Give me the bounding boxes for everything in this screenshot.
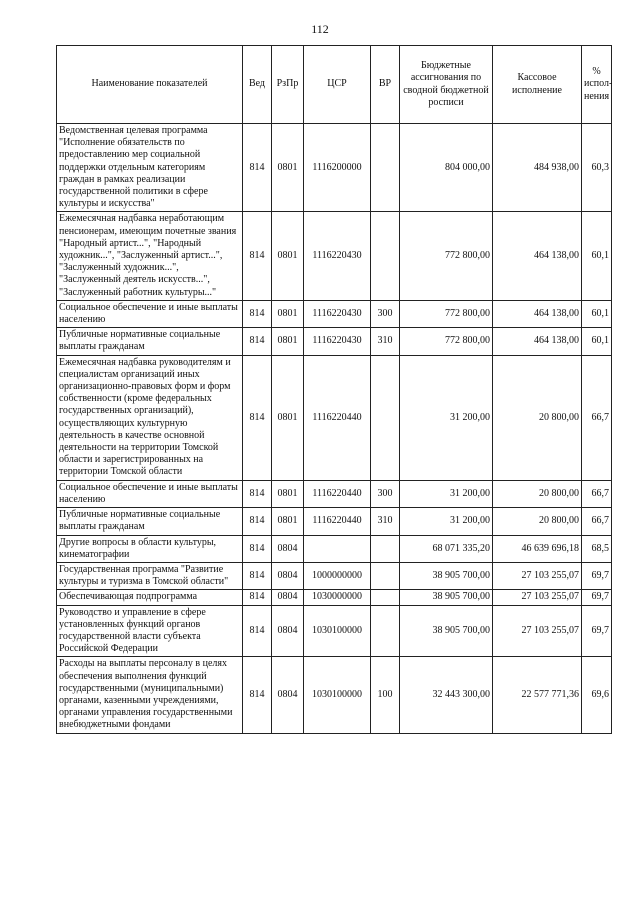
- budget-table: [56, 45, 612, 734]
- cell-ved: 814: [243, 212, 272, 300]
- cell-ved: 814: [243, 300, 272, 327]
- page-number: 112: [311, 22, 329, 36]
- cell-cash: 27 103 255,07: [493, 605, 582, 657]
- cell-csr: [304, 535, 371, 562]
- cell-budget: 31 200,00: [400, 480, 493, 507]
- cell-vr: [371, 590, 400, 605]
- cell-cash: 27 103 255,07: [493, 590, 582, 605]
- table-row: [57, 562, 612, 589]
- table-row: [57, 605, 612, 657]
- table-header-row: [57, 46, 612, 124]
- table-row: [57, 124, 612, 212]
- table-row: [57, 508, 612, 535]
- cell-cash: 464 138,00: [493, 328, 582, 355]
- header-percent: % испол-нения: [582, 46, 612, 124]
- cell-name: Ежемесячная надбавка неработающим пенсионерам, имеющим почетные звания "Народный артист...", "Народный художник...", "Заслуженный артист...", "Заслуженный художник...", "Заслуженный деятель искусств...", "Заслуженный работник культуры...": [57, 212, 243, 300]
- cell-name: Публичные нормативные социальные выплаты гражданам: [57, 508, 243, 535]
- table-body: [57, 124, 612, 734]
- table-row: [57, 212, 612, 300]
- cell-percent: 66,7: [582, 480, 612, 507]
- cell-vr: 310: [371, 508, 400, 535]
- cell-ved: 814: [243, 328, 272, 355]
- cell-percent: 66,7: [582, 508, 612, 535]
- header-name: Наименование показателей: [57, 46, 243, 124]
- cell-ved: 814: [243, 590, 272, 605]
- cell-rzpr: 0801: [272, 480, 304, 507]
- cell-percent: 60,1: [582, 300, 612, 327]
- table-row: [57, 657, 612, 733]
- cell-csr: 1000000000: [304, 562, 371, 589]
- cell-budget: 31 200,00: [400, 508, 493, 535]
- cell-ved: 814: [243, 124, 272, 212]
- cell-ved: 814: [243, 355, 272, 480]
- cell-vr: [371, 124, 400, 212]
- cell-rzpr: 0804: [272, 657, 304, 733]
- cell-vr: [371, 562, 400, 589]
- table-row: [57, 480, 612, 507]
- cell-ved: 814: [243, 480, 272, 507]
- cell-vr: [371, 355, 400, 480]
- cell-csr: 1030000000: [304, 590, 371, 605]
- cell-percent: 60,3: [582, 124, 612, 212]
- cell-name: Расходы на выплаты персоналу в целях обеспечения выполнения функций государственными (муниципальными) органами, казенными учреждениями, органами управления государственными внебюджетными фондами: [57, 657, 243, 733]
- cell-vr: [371, 212, 400, 300]
- header-vr: ВР: [371, 46, 400, 124]
- cell-budget: 804 000,00: [400, 124, 493, 212]
- cell-rzpr: 0801: [272, 212, 304, 300]
- cell-name: Руководство и управление в сфере установленных функций органов государственной власти субъекта Российской Федерации: [57, 605, 243, 657]
- header-rzpr: РзПр: [272, 46, 304, 124]
- cell-percent: 69,7: [582, 562, 612, 589]
- cell-cash: 22 577 771,36: [493, 657, 582, 733]
- table-row: [57, 328, 612, 355]
- cell-budget: 772 800,00: [400, 328, 493, 355]
- cell-budget: 772 800,00: [400, 300, 493, 327]
- cell-csr: 1116220430: [304, 212, 371, 300]
- cell-vr: 310: [371, 328, 400, 355]
- cell-name: Государственная программа "Развитие культуры и туризма в Томской области": [57, 562, 243, 589]
- cell-cash: 464 138,00: [493, 212, 582, 300]
- cell-csr: 1116220430: [304, 300, 371, 327]
- cell-budget: 68 071 335,20: [400, 535, 493, 562]
- table-row: [57, 590, 612, 605]
- cell-percent: 69,6: [582, 657, 612, 733]
- cell-name: Обеспечивающая подпрограмма: [57, 590, 243, 605]
- cell-cash: 20 800,00: [493, 355, 582, 480]
- cell-budget: 38 905 700,00: [400, 605, 493, 657]
- cell-budget: 38 905 700,00: [400, 562, 493, 589]
- cell-rzpr: 0804: [272, 605, 304, 657]
- cell-csr: 1116220440: [304, 480, 371, 507]
- cell-rzpr: 0804: [272, 562, 304, 589]
- cell-csr: 1116220430: [304, 328, 371, 355]
- cell-budget: 32 443 300,00: [400, 657, 493, 733]
- cell-ved: 814: [243, 657, 272, 733]
- cell-ved: 814: [243, 535, 272, 562]
- header-ved: Вед: [243, 46, 272, 124]
- cell-rzpr: 0801: [272, 124, 304, 212]
- cell-cash: 46 639 696,18: [493, 535, 582, 562]
- cell-cash: 27 103 255,07: [493, 562, 582, 589]
- table-row: [57, 300, 612, 327]
- cell-rzpr: 0804: [272, 590, 304, 605]
- cell-name: Публичные нормативные социальные выплаты гражданам: [57, 328, 243, 355]
- cell-vr: [371, 605, 400, 657]
- cell-name: Социальное обеспечение и иные выплаты населению: [57, 480, 243, 507]
- cell-percent: 60,1: [582, 212, 612, 300]
- cell-csr: 1116220440: [304, 355, 371, 480]
- cell-cash: 464 138,00: [493, 300, 582, 327]
- cell-cash: 484 938,00: [493, 124, 582, 212]
- cell-ved: 814: [243, 562, 272, 589]
- cell-percent: 60,1: [582, 328, 612, 355]
- cell-name: Ежемесячная надбавка руководителям и специалистам организаций иных организационно-правовых форм и форм собственности (кроме федеральных государственных организаций), осуществляющих культурную деятельность в качестве основной деятельности на территории Томской области и зарегистрированных на территории Томской области: [57, 355, 243, 480]
- cell-csr: 1030100000: [304, 605, 371, 657]
- cell-csr: 1116220440: [304, 508, 371, 535]
- table-row: [57, 355, 612, 480]
- cell-vr: [371, 535, 400, 562]
- cell-vr: 300: [371, 300, 400, 327]
- cell-name: Ведомственная целевая программа "Исполнение обязательств по предоставлению мер социальной поддержки отдельным категориям граждан в рамках реализации государственной политики в сфере культуры и искусства": [57, 124, 243, 212]
- cell-rzpr: 0801: [272, 328, 304, 355]
- cell-rzpr: 0804: [272, 535, 304, 562]
- cell-ved: 814: [243, 508, 272, 535]
- cell-name: Другие вопросы в области культуры, кинематографии: [57, 535, 243, 562]
- cell-rzpr: 0801: [272, 508, 304, 535]
- cell-budget: 772 800,00: [400, 212, 493, 300]
- cell-percent: 69,7: [582, 590, 612, 605]
- header-csr: ЦСР: [304, 46, 371, 124]
- table-row: [57, 535, 612, 562]
- cell-percent: 68,5: [582, 535, 612, 562]
- header-cash: Кассовое исполнение: [493, 46, 582, 124]
- cell-vr: 300: [371, 480, 400, 507]
- cell-budget: 38 905 700,00: [400, 590, 493, 605]
- header-budget: Бюджетные ассигнования по сводной бюджетной росписи: [400, 46, 493, 124]
- cell-rzpr: 0801: [272, 355, 304, 480]
- cell-percent: 69,7: [582, 605, 612, 657]
- cell-csr: 1116200000: [304, 124, 371, 212]
- cell-vr: 100: [371, 657, 400, 733]
- cell-csr: 1030100000: [304, 657, 371, 733]
- cell-name: Социальное обеспечение и иные выплаты населению: [57, 300, 243, 327]
- cell-budget: 31 200,00: [400, 355, 493, 480]
- cell-cash: 20 800,00: [493, 508, 582, 535]
- cell-percent: 66,7: [582, 355, 612, 480]
- cell-ved: 814: [243, 605, 272, 657]
- cell-rzpr: 0801: [272, 300, 304, 327]
- cell-cash: 20 800,00: [493, 480, 582, 507]
